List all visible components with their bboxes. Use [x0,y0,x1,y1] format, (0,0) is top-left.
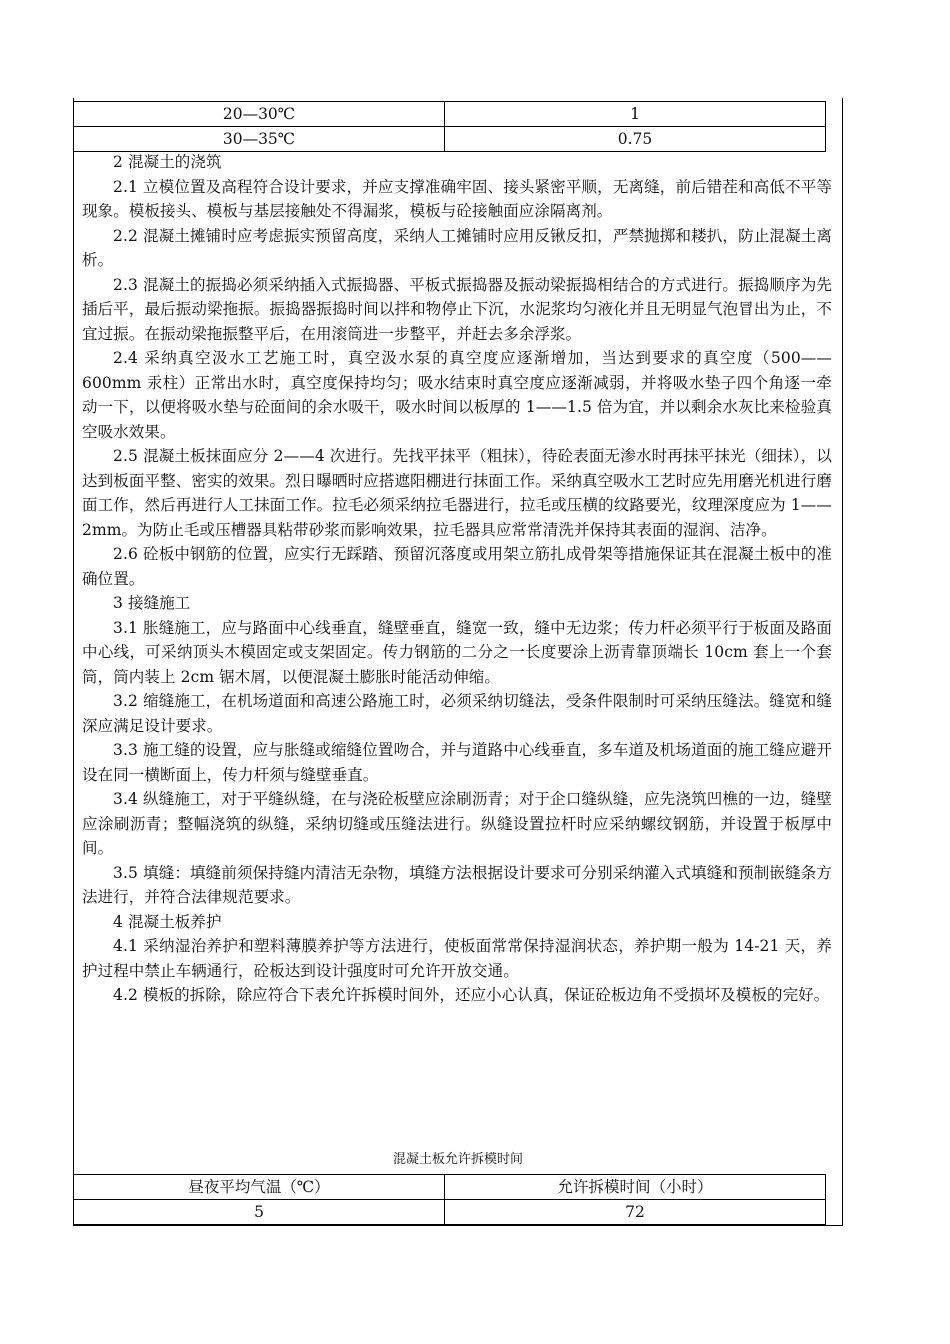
table-cell: 72 [445,1200,826,1225]
paragraph: 4.1 采纳湿治养护和塑料薄膜养护等方法进行，使板面常常保持湿润状态，养护期一般为 14-21 天，养护过程中禁止车辆通行，砼板达到设计强度时可允许开放交通。 [82,937,832,980]
table-header-cell: 允许拆模时间（小时） [445,1175,826,1200]
bottom-table [73,1174,826,1225]
table-caption: 混凝土板允许拆模时间 [392,1152,523,1167]
table-row [74,102,826,127]
table-cell: 0.75 [445,127,826,152]
table-cell: 1 [445,102,826,127]
paragraph: 4.2 模板的拆除，除应符合下表允许拆模时间外，还应小心认真，保证砼板边角不受损坏及模板的完好。 [113,986,830,1004]
paragraph: 2.5 混凝土板抹面应分 2——4 次进行。先找平抹平（粗抹），待砼表面无渗水时再抹平抹光（细抹），以达到板面平整、密实的效果。烈日曝晒时应搭遮阳棚进行抹面工作。采纳真空吸水工艺时应先用磨光机进行磨面工作，然后再进行人工抹面工作。拉毛必须采纳拉毛器进行，拉毛或压横的纹路要光，纹理深度应为 1——2mm。为防止毛或压槽器具粘带砂浆而影响效果，拉毛器具应常常清洗并保持其表面的湿润、洁净。 [82,447,832,539]
table-cell: 30—35℃ [74,127,445,152]
table-row [74,127,826,152]
table-header-cell: 昼夜平均气温（℃） [74,1175,445,1200]
paragraph: 2.2 混凝土摊铺时应考虑振实预留高度，采纳人工摊铺时应用反锹反扣，严禁抛掷和耧扒，防止混凝土离析。 [82,226,832,269]
paragraph: 3.5 填缝：填缝前须保持缝内清洁无杂物，填缝方法根据设计要求可分别采纳灌入式填缝和预制嵌缝条方法进行，并符合法律规范要求。 [82,863,832,906]
paragraph: 3.3 施工缝的设置，应与胀缝或缩缝位置吻合，并与道路中心线垂直，多车道及机场道面的施工缝应避开设在同一横断面上，传力杆须与缝壁垂直。 [82,741,832,784]
paragraph: 2.1 立模位置及高程符合设计要求，并应支撑准确牢固、接头紧密平顺，无离缝，前后错茬和高低不平等现象。模板接头、模板与基层接触处不得漏浆，模板与砼接触面应涂隔离剂。 [82,177,832,220]
paragraph: 3.1 胀缝施工，应与路面中心线垂直，缝壁垂直，缝宽一致，缝中无边浆；传力杆必须平行于板面及路面中心线，可采纳顶头木模固定或支架固定。传力钢筋的二分之一长度要涂上沥青靠顶端长 10cm 套上一个套筒，筒内装上 2cm 锯木屑，以便混凝土膨胀时能活动伸缩。 [82,618,832,686]
table-cell: 20—30℃ [74,102,445,127]
table-cell: 5 [74,1200,445,1225]
top-table [73,101,826,152]
section-heading: 3 接缝施工 [113,594,191,612]
paragraph: 2.3 混凝土的振捣必须采纳插入式振捣器、平板式振捣器及振动梁振捣相结合的方式进行。振捣顺序为先插后平，最后振动梁拖振。振捣器振捣时间以拌和物停止下沉，水泥浆均匀液化并且无明显气泡冒出为止，不宜过振。在振动梁拖振整平后，在用滚筒进一步整平，并赶去多余浮浆。 [82,275,832,343]
paragraph: 3.4 纵缝施工，对于平缝纵缝，在与浇砼板壁应涂刷沥青；对于企口缝纵缝，应先浇筑凹樵的一边，缝壁应涂刷沥青；整幅浇筑的纵缝，采纳切缝或压缝法进行。纵缝设置拉杆时应采纳螺纹钢筋，并设置于板厚中间。 [82,790,832,857]
table-header-row [74,1175,826,1200]
paragraph: 3.2 缩缝施工，在机场道面和高速公路施工时，必须采纳切缝法，受条件限制时可采纳压缝法。缝宽和缝深应满足设计要求。 [82,692,832,735]
paragraph: 2.4 采纳真空汲水工艺施工时，真空汲水泵的真空度应逐渐增加，当达到要求的真空度（500——600mm 汞柱）正常出水时，真空度保持均匀；吸水结束时真空度应逐渐减弱，并将吸水垫子四个角逐一牵动一下，以便将吸水垫与砼面间的余水吸干，吸水时间以板厚的 1——1.5 倍为宜，并以剩余水灰比来检验真空吸水效果。 [82,349,832,441]
section-heading: 2 混凝土的浇筑 [113,153,222,171]
paragraph: 2.6 砼板中钢筋的位置，应实行无踩踏、预留沉落度或用架立筋扎成骨架等措施保证其在混凝土板中的准确位置。 [82,545,832,588]
body-text [82,150,832,1008]
section-heading: 4 混凝土板养护 [113,912,222,931]
table-row [74,1200,826,1225]
